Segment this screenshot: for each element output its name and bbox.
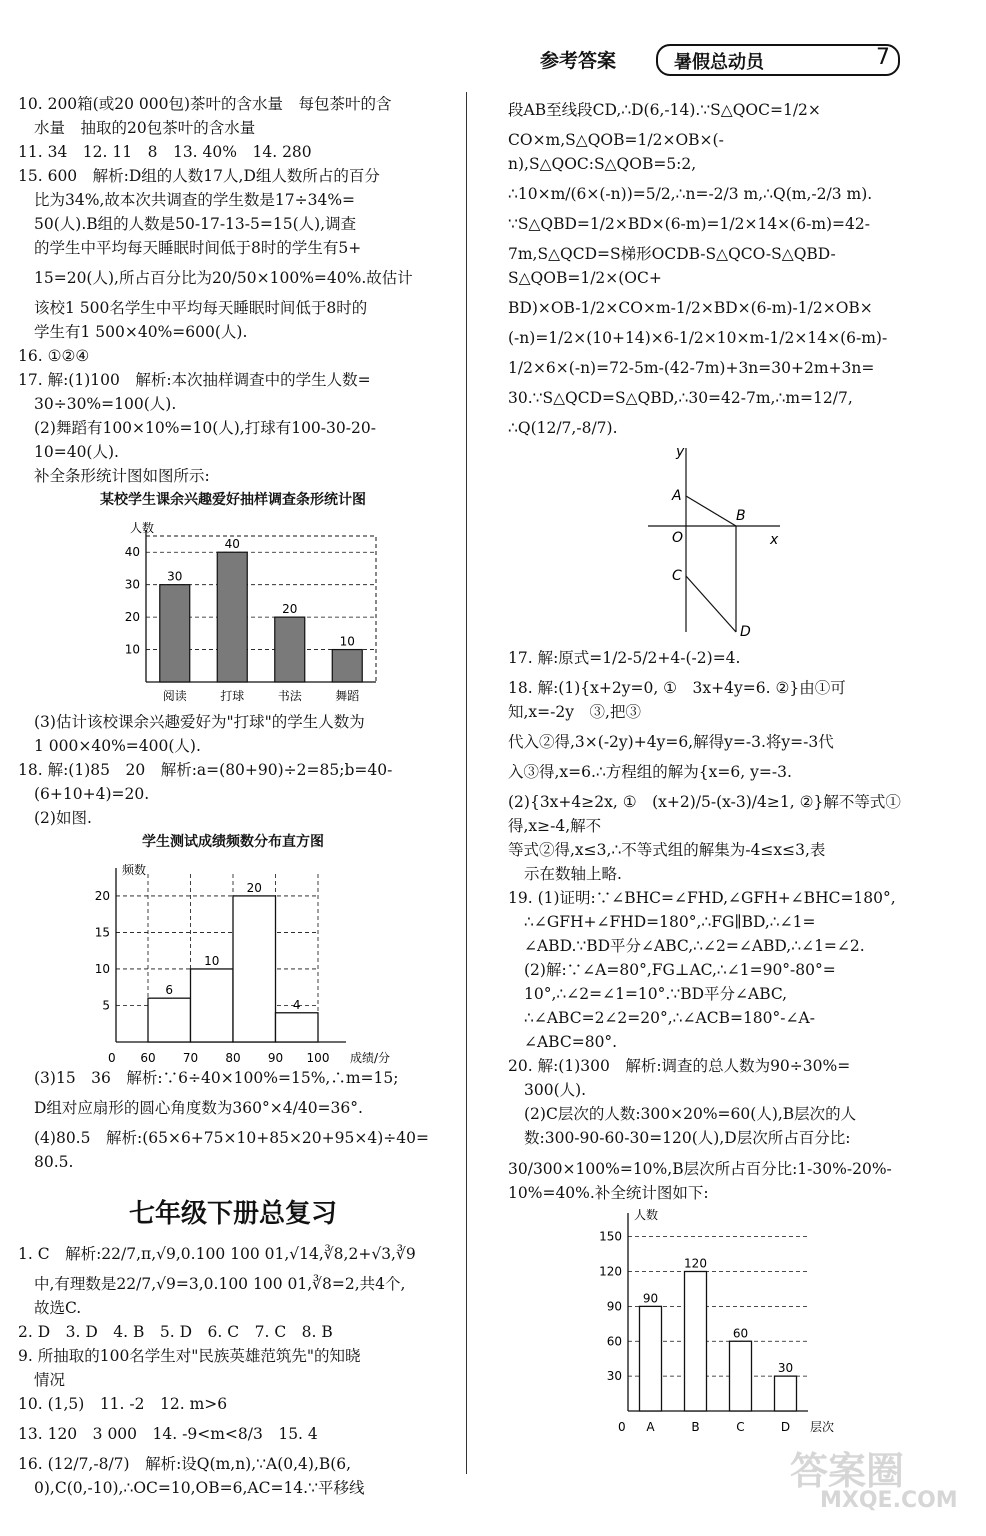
text-line: 比为34%,故本次共调查的学生数是17÷34%=	[34, 191, 356, 210]
text-line: 中,有理数是22/7,√9=3,0.100 100 01,∛8=2,共4个,	[34, 1275, 406, 1294]
text-line: ∴∠ABC=2∠2=20°,∴∠ACB=180°-∠A-∠ABC=80°.	[524, 1009, 815, 1052]
text-line: 10%=40%.补全统计图如下:	[508, 1183, 709, 1202]
segment-ab	[686, 496, 736, 526]
text-line: 代入②得,3×(-2y)+4y=6,解得y=-3.将y=-3代	[508, 733, 834, 752]
text-line: (4)80.5 解析:(65×6+75×10+85×20+95×4)÷40=	[34, 1128, 429, 1147]
x-tick-label: A	[646, 1419, 655, 1434]
origin-label: 0	[108, 1050, 116, 1065]
text-line: 18. 解:(1){x+2y=0, ① 3x+4y=6. ②}由①可知,x=-2y ③,把③	[508, 679, 846, 722]
text-line: 1/2×6×(-n)=72-5m-(42-7m)+3n=30+2m+3n=	[508, 359, 875, 378]
text-line: 30/300×100%=10%,B层次所占百分比:1-30%-20%-	[508, 1159, 892, 1178]
text-line: 17. 解:(1)100 解析:本次抽样调查中的学生人数=	[18, 371, 371, 390]
chart3-bar-chart	[508, 1205, 908, 1435]
section-title: 七年级下册总复习	[128, 1198, 337, 1229]
watermark-logo: 答案圈	[790, 1449, 905, 1493]
text-line: ∠ABD.∵BD平分∠ABC,∴∠2=∠ABD,∴∠1=∠2.	[524, 937, 865, 956]
text-line: 入③得,x=6.∴方程组的解为{x=6, y=-3.	[508, 763, 792, 782]
header-booklet-title: 暑假总动员	[674, 52, 764, 73]
text-line: 0),C(0,-10),∴OC=10,OB=6,AC=14.∵平移线	[34, 1479, 365, 1498]
text-line: 1 000×40%=400(人).	[34, 736, 201, 755]
text-line: 故选C.	[34, 1299, 82, 1318]
y-tick-label: 30	[124, 577, 140, 592]
text-line: 15. 600 解析:D组的人数17人,D组人数所占的百分	[18, 167, 380, 186]
y-tick-label: 120	[599, 1264, 622, 1279]
y-tick-label: 10	[94, 961, 110, 976]
x-tick-label: 打球	[220, 688, 245, 703]
text-line: 80.5.	[34, 1152, 74, 1171]
text-line: (2)如图.	[34, 809, 92, 827]
origin-label: 0	[618, 1419, 626, 1434]
y-axis-label: 人数	[634, 1207, 659, 1222]
text-line: 段AB至线段CD,∴D(6,-14).∵S△QOC=1/2×	[508, 101, 821, 119]
bar-value-label: 60	[732, 1325, 749, 1340]
bar	[640, 1306, 662, 1411]
text-line: 50(人).B组的人数是50-17-13-5=15(人),调查	[34, 215, 357, 234]
bar-value-label: 10	[204, 953, 220, 968]
text-line: 等式②得,x≤3,∴不等式组的解集为-4≤x≤3,表	[508, 841, 826, 860]
text-line: ∵S△QBD=1/2×BD×(6-m)=1/2×14×(6-m)=42-	[508, 215, 871, 234]
label-o: O	[672, 530, 684, 547]
y-tick-label: 10	[124, 642, 140, 657]
text-line: (6+10+4)=20.	[34, 784, 150, 803]
x-tick-label: 90	[267, 1050, 284, 1065]
x-tick-label: C	[736, 1419, 745, 1434]
label-d: D	[740, 624, 751, 641]
chart2-histogram	[18, 856, 448, 1066]
y-tick-label: 5	[102, 998, 110, 1013]
text-line: 16. ①②④	[18, 347, 90, 366]
x-axis-label: 层次	[810, 1419, 835, 1434]
bar	[685, 1271, 707, 1411]
text-line: 情况	[34, 1371, 66, 1390]
header-booklet-box	[656, 44, 900, 76]
bar-value-label: 120	[684, 1256, 707, 1271]
text-line: 20. 解:(1)300 解析:调查的总人数为90÷30%=	[508, 1057, 851, 1076]
bar	[730, 1341, 752, 1411]
x-tick-label: 70	[182, 1050, 199, 1065]
watermark-url: MXQE.COM	[820, 1488, 958, 1513]
bar	[160, 585, 190, 682]
text-line: (3)15 36 解析:∵6÷40×100%=15%,∴m=15;	[34, 1068, 399, 1087]
text-line: 补全条形统计图如图所示:	[34, 467, 210, 486]
text-line: CO×m,S△QOB=1/2×OB×(-n),S△QOC:S△QOB=5:2,	[508, 131, 724, 174]
text-line: 30.∵S△QCD=S△QBD,∴30=42-7m,∴m=12/7,	[508, 389, 853, 408]
text-line: BD)×OB-1/2×CO×m-1/2×BD×(6-m)-1/2×OB×	[508, 299, 873, 318]
right-column	[508, 98, 908, 1435]
text-line: 9. 所抽取的100名学生对"民族英雄范筑先"的知晓	[18, 1347, 361, 1366]
text-line: ∴∠GFH+∠FHD=180°,∴FG∥BD,∴∠1=	[524, 913, 816, 932]
label-c: C	[672, 568, 682, 585]
bar-value-label: 4	[292, 997, 301, 1012]
text-line: (3)估计该校课余兴趣爱好为"打球"的学生人数为	[34, 712, 365, 731]
text-line: ∴10×m/(6×(-n))=5/2,∴n=-2/3 m,∴Q(m,-2/3 m).	[508, 185, 873, 204]
bar-value-label: 10	[339, 634, 355, 649]
text-line: 该校1 500名学生中平均每天睡眠时间低于8时的	[34, 299, 368, 318]
text-line: 16. (12/7,-8/7) 解析:设Q(m,n),∵A(0,4),B(6,	[18, 1455, 352, 1474]
y-axis-label: 频数	[122, 862, 147, 877]
x-tick-label: 80	[225, 1050, 241, 1065]
text-line: 30÷30%=100(人).	[34, 395, 177, 414]
text-line: 数:300-90-60-30=120(人),D层次所占百分比:	[524, 1129, 851, 1148]
x-tick-label: 阅读	[162, 688, 187, 703]
bar-value-label: 40	[224, 537, 240, 552]
histogram-bar	[191, 969, 234, 1042]
page-header	[538, 44, 938, 76]
y-tick-label: 150	[599, 1229, 622, 1244]
bar	[217, 552, 247, 682]
x-tick-label: 60	[140, 1050, 156, 1065]
label-a: A	[672, 488, 682, 505]
text-line: 7m,S△QCD=S梯形OCDB-S△QCO-S△QBD-S△QOB=1/2×(OC+	[508, 245, 836, 288]
chart2-title: 学生测试成绩频数分布直方图	[142, 834, 324, 851]
y-tick-label: 60	[606, 1333, 622, 1348]
x-tick-label: 100	[306, 1050, 330, 1065]
bar	[332, 649, 362, 681]
bar	[275, 617, 305, 682]
text-line: 10°,∴∠2=∠1=10°.∵BD平分∠ABC,	[524, 985, 788, 1004]
text-line: 13. 120 3 000 14. -9<m<8/3 15. 4	[18, 1425, 318, 1444]
y-axis-label: 人数	[130, 520, 155, 535]
bar-value-label: 20	[282, 602, 298, 617]
y-tick-label: 30	[606, 1368, 622, 1383]
text-line: 10. 200箱(或20 000包)茶叶的含水量 每包茶叶的含	[18, 95, 392, 113]
page-number: 7	[876, 45, 890, 70]
x-tick-label: D	[780, 1419, 791, 1434]
text-line: 17. 解:原式=1/2-5/2+4-(-2)=4.	[508, 649, 741, 668]
x-tick-label: 舞蹈	[335, 688, 360, 703]
text-line: 水量 抽取的20包茶叶的含水量	[34, 119, 256, 138]
y-tick-label: 40	[124, 545, 140, 560]
text-line: (2)舞蹈有100×10%=10(人),打球有100-30-20-	[34, 419, 376, 438]
text-line: ∴Q(12/7,-8/7).	[508, 419, 618, 438]
bar	[775, 1376, 797, 1411]
y-tick-label: 90	[606, 1298, 622, 1313]
text-line: 15=20(人),所占百分比为20/50×100%=40%.故估计	[34, 269, 413, 288]
text-line: 2. D 3. D 4. B 5. D 6. C 7. C 8. B	[18, 1323, 333, 1342]
coordinate-diagram	[508, 440, 908, 640]
bar-value-label: 30	[777, 1360, 794, 1375]
text-line: 1. C 解析:22/7,π,√9,0.100 100 01,√14,∛8,2+√3,∛9	[18, 1245, 416, 1264]
text-line: 19. (1)证明:∵∠BHC=∠FHD,∠GFH+∠BHC=180°,	[508, 889, 896, 908]
text-line: 学生有1 500×40%=600(人).	[34, 323, 248, 342]
segment-cd	[686, 576, 736, 632]
text-line: 18. 解:(1)85 20 解析:a=(80+90)÷2=85;b=40-	[18, 760, 393, 779]
chart1-bar-chart	[18, 514, 448, 710]
y-tick-label: 20	[124, 610, 140, 625]
column-divider	[466, 92, 467, 1474]
text-line: (-n)=1/2×(10+14)×6-1/2×10×m-1/2×14×(6-m)-	[508, 329, 888, 348]
y-tick-label: 20	[94, 888, 110, 903]
y-tick-label: 15	[94, 925, 110, 940]
text-line: 300(人).	[524, 1081, 587, 1100]
bar-value-label: 6	[165, 982, 174, 997]
bar-value-label: 20	[246, 880, 262, 895]
header-label: 参考答案	[540, 50, 617, 72]
text-line: (2){3x+4≥2x, ① (x+2)/5-(x-3)/4≥1, ②}解不等式①得,x≥-4,解不	[508, 793, 901, 836]
bar-value-label: 30	[167, 569, 183, 584]
x-axis-label: 成绩/分	[350, 1050, 391, 1065]
text-line: (2)解:∵∠A=80°,FG⊥AC,∴∠1=90°-80°=	[524, 961, 836, 980]
chart1-title: 某校学生课余兴趣爱好抽样调查条形统计图	[100, 492, 366, 509]
histogram-bar	[233, 896, 276, 1042]
text-line: D组对应扇形的圆心角度数为360°×4/40=36°.	[34, 1098, 363, 1117]
text-line: 10=40(人).	[34, 443, 119, 462]
label-x: x	[770, 532, 779, 549]
x-tick-label: 书法	[277, 688, 302, 703]
label-b: B	[736, 508, 746, 525]
histogram-bar	[276, 1012, 319, 1041]
x-tick-label: B	[691, 1419, 700, 1434]
text-line: 10. (1,5) 11. -2 12. m>6	[18, 1395, 228, 1414]
text-line: 11. 34 12. 11 8 13. 40% 14. 280	[18, 143, 312, 162]
text-line: 的学生中平均每天睡眠时间低于8时的学生有5+	[34, 239, 362, 258]
label-y: y	[676, 444, 685, 461]
bar-value-label: 90	[642, 1290, 659, 1305]
text-line: (2)C层次的人数:300×20%=60(人),B层次的人	[524, 1105, 857, 1124]
left-column	[18, 92, 448, 1500]
text-line: 示在数轴上略.	[524, 865, 622, 884]
histogram-bar	[148, 998, 191, 1042]
